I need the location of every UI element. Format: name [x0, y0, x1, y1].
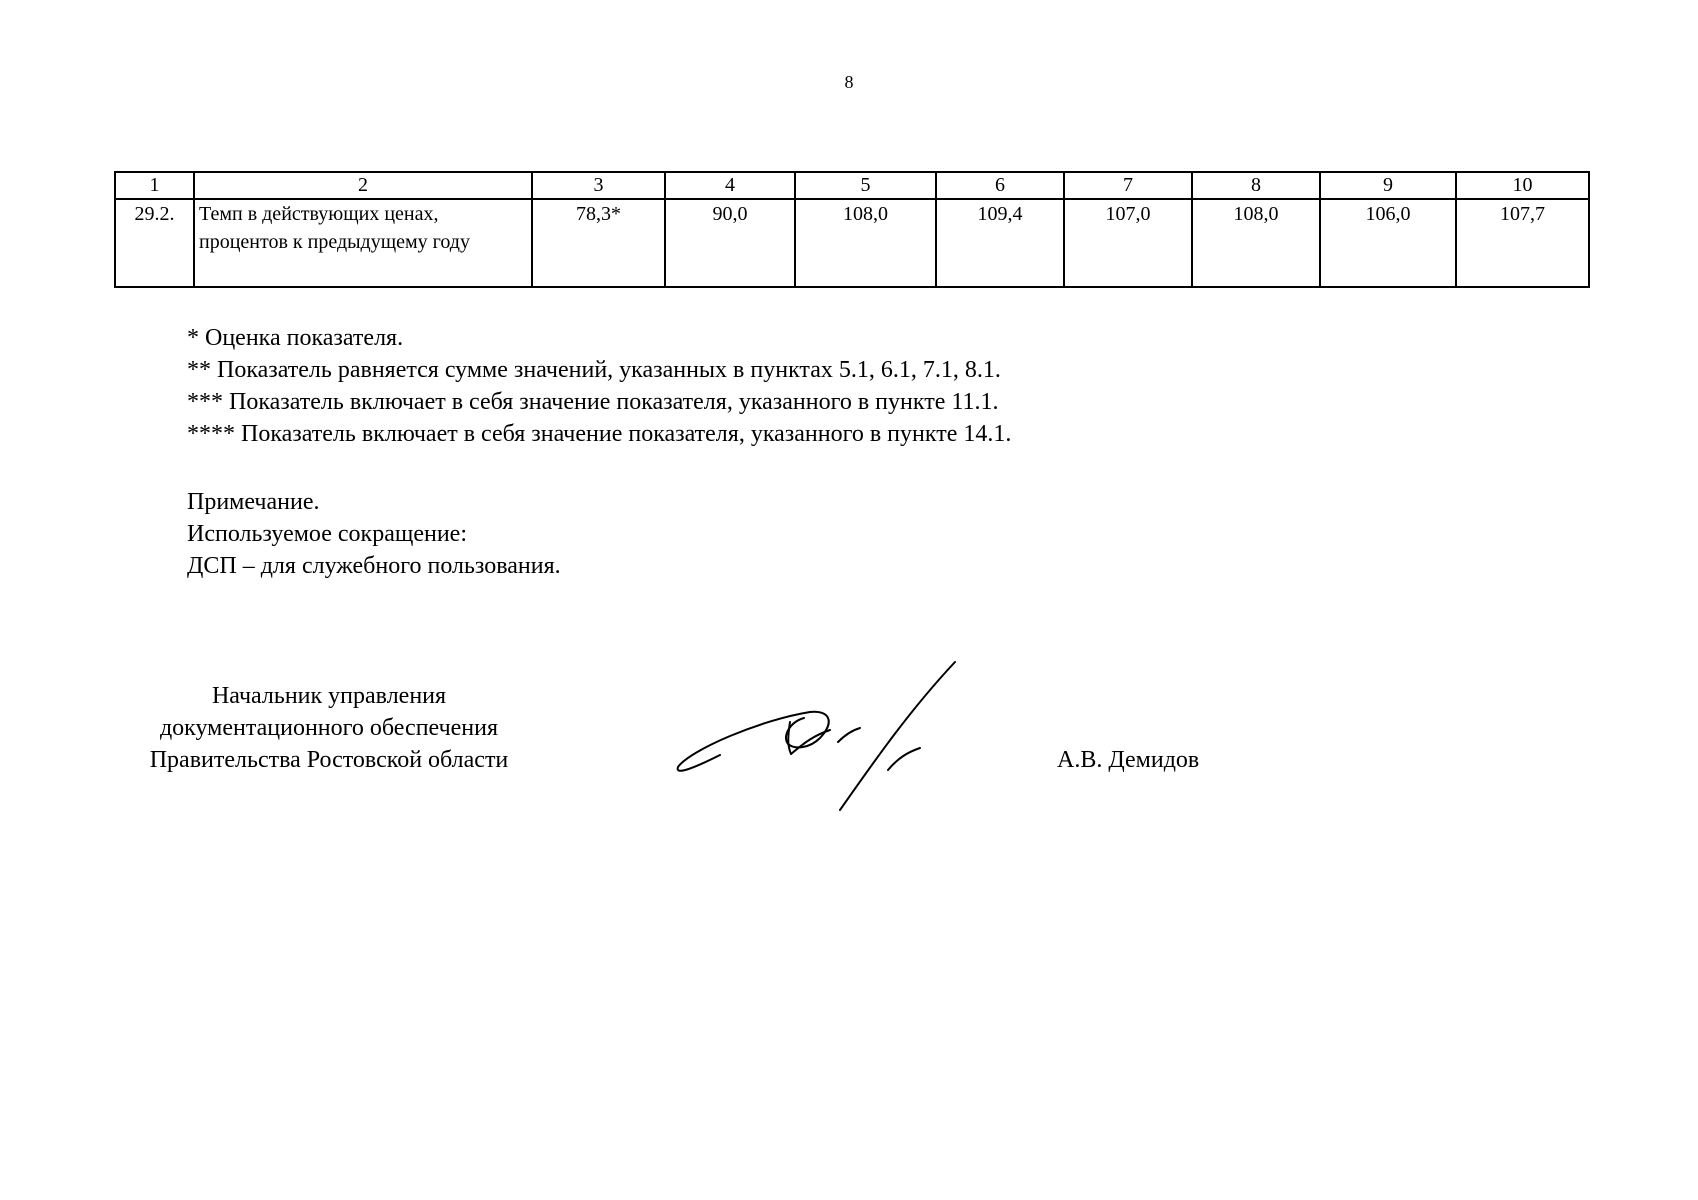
table-header-row	[115, 172, 1589, 199]
row-label-cell: Темп в действующих ценах, процентов к предыдущему году	[194, 199, 532, 287]
footnote: * Оценка показателя.	[187, 325, 404, 351]
footnote: **** Показатель включает в себя значение показателя, указанного в пункте 14.1.	[187, 421, 1012, 447]
value-cell: 106,0	[1320, 199, 1456, 287]
position-line: документационного обеспечения	[159, 715, 499, 741]
column-header: 8	[1192, 172, 1320, 199]
indicator-table	[114, 171, 1590, 288]
footnote: ** Показатель равняется сумме значений, указанных в пунктах 5.1, 6.1, 7.1, 8.1.	[187, 357, 1001, 383]
signer-name: А.В. Демидов	[1057, 747, 1200, 773]
column-header: 3	[532, 172, 665, 199]
column-header: 5	[795, 172, 936, 199]
footnotes	[187, 322, 1011, 450]
note-section	[187, 486, 561, 582]
value-cell: 78,3*	[532, 199, 665, 287]
column-header: 4	[665, 172, 795, 199]
column-header: 9	[1320, 172, 1456, 199]
column-header: 2	[194, 172, 532, 199]
value-cell: 108,0	[1192, 199, 1320, 287]
position-line: Начальник управления	[211, 683, 447, 709]
table-row	[115, 199, 1589, 287]
position-line: Правительства Ростовской области	[149, 747, 509, 773]
column-header: 1	[115, 172, 194, 199]
value-cell: 107,7	[1456, 199, 1589, 287]
column-header: 10	[1456, 172, 1589, 199]
page-number: 8	[844, 72, 854, 92]
note-title: Примечание.	[187, 489, 320, 515]
value-cell: 90,0	[665, 199, 795, 287]
value-cell: 108,0	[795, 199, 936, 287]
footnote: *** Показатель включает в себя значение показателя, указанного в пункте 11.1.	[187, 389, 999, 415]
value-cell: 109,4	[936, 199, 1064, 287]
row-number-cell: 29.2.	[115, 199, 194, 287]
note-abbreviation: ДСП – для служебного пользования.	[187, 553, 561, 579]
signer-position	[114, 680, 544, 776]
column-header: 7	[1064, 172, 1192, 199]
column-header: 6	[936, 172, 1064, 199]
handwritten-signature	[670, 650, 970, 820]
note-subtitle: Используемое сокращение:	[187, 521, 467, 547]
value-cell: 107,0	[1064, 199, 1192, 287]
